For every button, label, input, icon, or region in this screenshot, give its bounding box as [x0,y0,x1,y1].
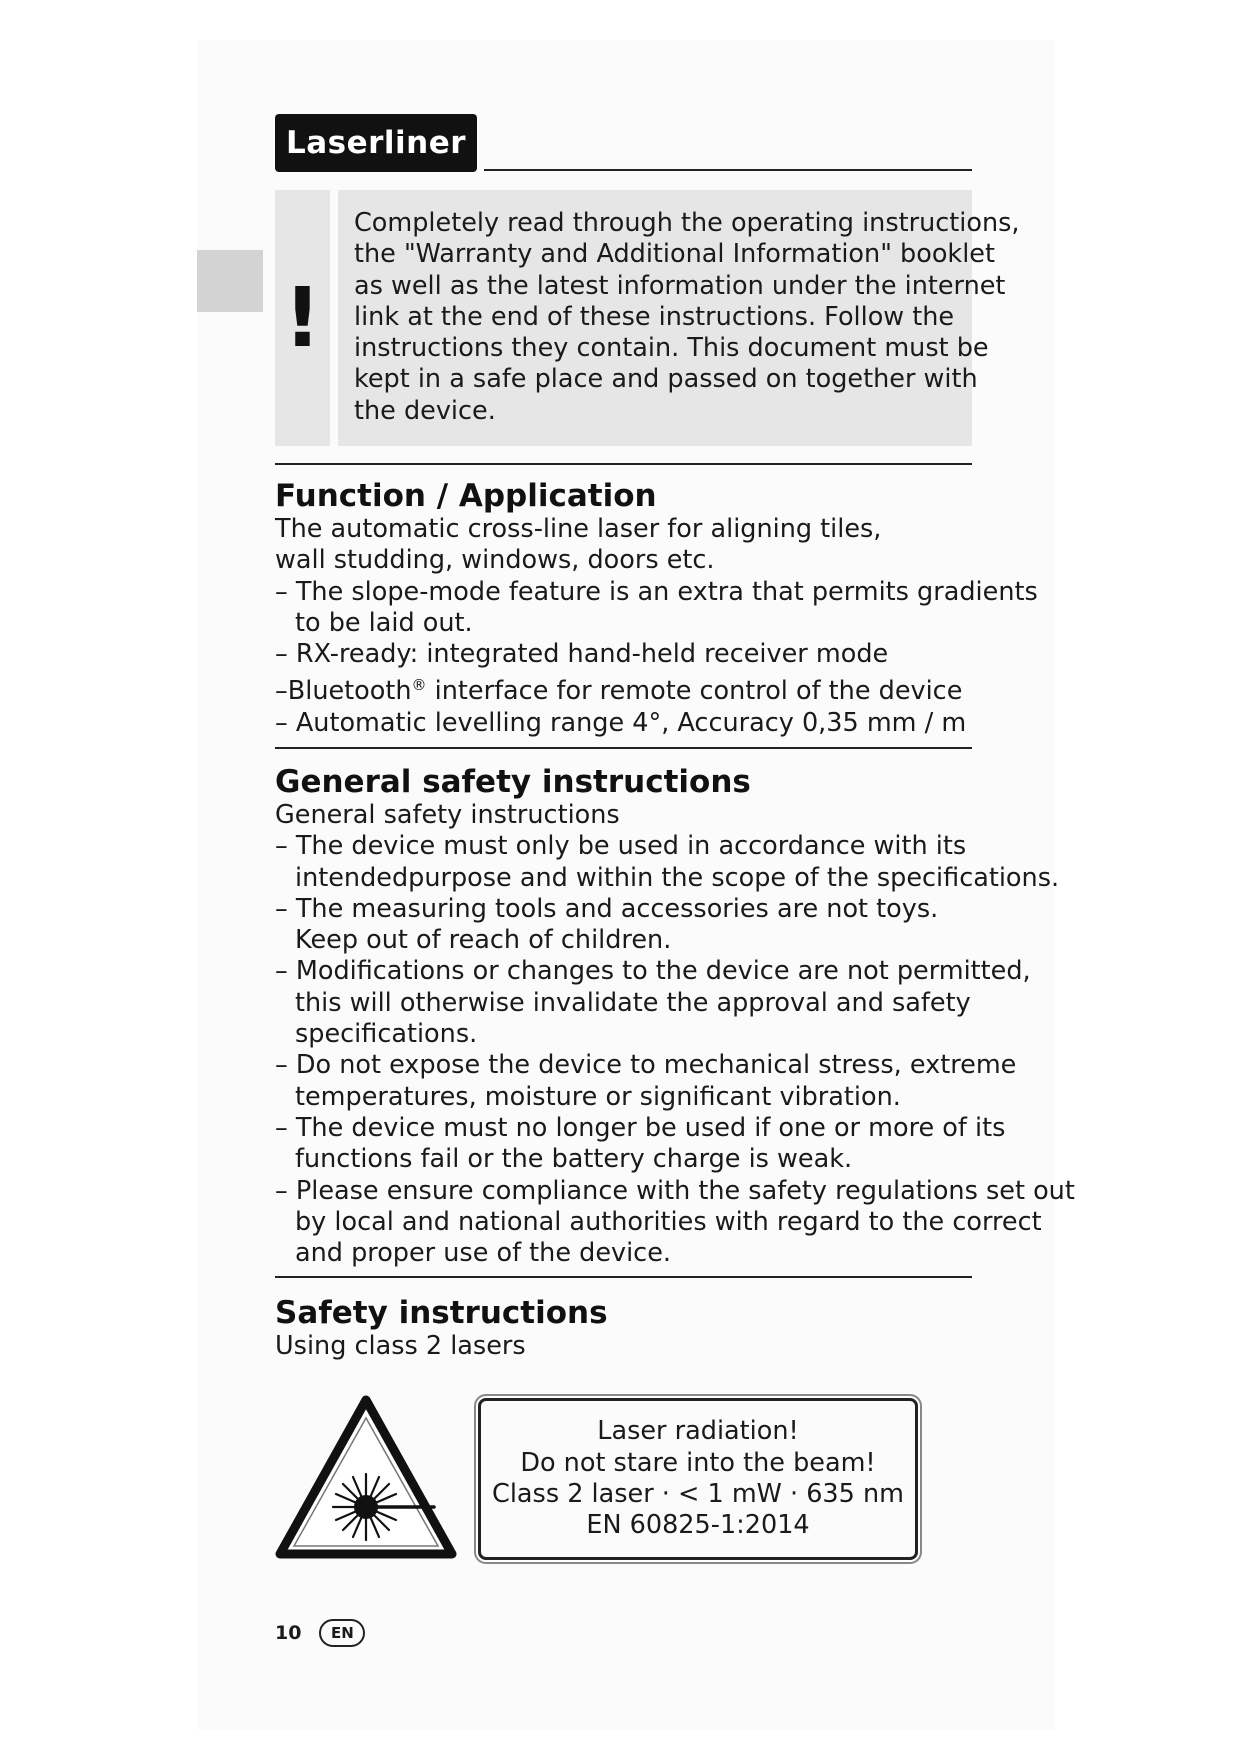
notice-line: kept in a safe place and passed on together with [354,364,978,395]
function-bullet-continuation: to be laid out. [295,607,473,638]
laser-label-line: Do not stare into the beam! [520,1447,876,1478]
safety-section [275,1295,980,1362]
safety-item-line: Keep out of reach of children. [295,925,672,956]
safety-item-line: – The device must only be used in accordance with its [275,831,967,862]
notice-line: as well as the latest information under the internet [354,270,1006,301]
notice-line: instructions they contain. This document must be [354,333,989,364]
section-divider [275,463,972,465]
safety-item-line: – Do not expose the device to mechanical stress, extreme [275,1050,1017,1081]
notice-line: link at the end of these instructions. Follow the [354,301,955,332]
brand-logo: Laserliner [275,114,477,172]
function-intro-line: The automatic cross-line laser for aligning tiles, [275,514,882,544]
laser-class-label [478,1398,918,1560]
function-bullet [275,670,980,707]
function-bullet: – RX-ready: integrated hand-held receiver mode [275,639,889,670]
safety-heading: Safety instructions [275,1295,608,1331]
safety-item-line: specifications. [295,1019,478,1050]
function-section [275,478,1038,739]
laser-warning-icon [274,1394,458,1562]
safety-item-line: this will otherwise invalidate the approval and safety [295,987,971,1018]
page-footer [275,1619,365,1647]
notice-line: the "Warranty and Additional Information" booklet [354,239,995,270]
header-rule [484,169,972,171]
safety-item [275,1112,1006,1176]
safety-item-line: by local and national authorities with regard to the correct [295,1206,1042,1237]
safety-item [275,956,1031,1050]
notice-line: the device. [354,395,496,426]
registered-mark: ® [411,676,427,695]
section-divider [275,1276,972,1278]
laser-label-line: EN 60825-1:2014 [586,1510,810,1541]
section-divider [275,747,972,749]
safety-item-line: – The device must no longer be used if one or more of its [275,1112,1006,1143]
safety-item [275,1050,1017,1113]
notice-box [338,190,1020,446]
notice-line: Completely read through the operating instructions, [354,208,1020,238]
function-bullet: – Automatic levelling range 4°, Accuracy 0,35 mm / m [275,707,967,738]
bluetooth-description: interface for remote control of the device [426,676,963,707]
safety-item-line: – Please ensure compliance with the safety regulations set out [275,1175,1075,1206]
safety-subheading: Using class 2 lasers [275,1331,526,1361]
language-badge: EN [319,1619,365,1647]
safety-item [275,831,1060,894]
laser-label-line: Laser radiation! [597,1416,799,1447]
general-safety-section [275,764,1075,1269]
page-number: 10 [275,1622,302,1644]
exclamation-icon: ! [275,190,330,446]
function-intro-line: wall studding, windows, doors etc. [275,545,715,576]
safety-item-line: – Modifications or changes to the device are not permitted, [275,956,1031,987]
safety-item [275,894,980,957]
function-heading: Function / Application [275,478,657,514]
function-bullet: – The slope-mode feature is an extra that permits gradients [275,576,1038,607]
bluetooth-label: –Bluetooth [275,676,412,707]
safety-item-line: – The measuring tools and accessories are not toys. [275,893,939,924]
safety-item-line: and proper use of the device. [295,1238,672,1269]
safety-item-line: temperatures, moisture or significant vibration. [295,1081,901,1112]
side-tab-marker [197,250,263,312]
safety-item [275,1175,1075,1270]
general-safety-heading: General safety instructions [275,764,751,800]
safety-item-line: functions fail or the battery charge is weak. [295,1144,853,1175]
laser-label-line: Class 2 laser · < 1 mW · 635 nm [492,1479,904,1509]
general-safety-subheading: General safety instructions [275,800,620,830]
safety-item-line: intendedpurpose and within the scope of the specifications. [295,862,1060,893]
